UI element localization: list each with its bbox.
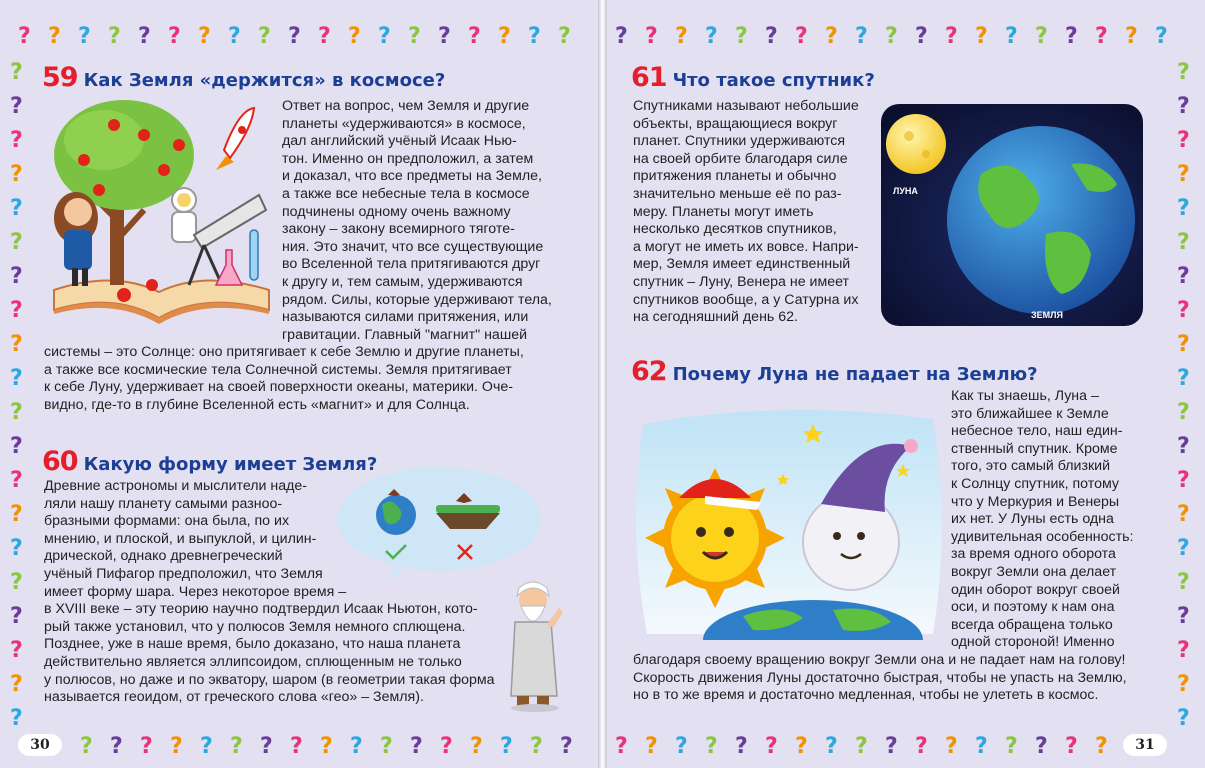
question-mark-icon: ? [945,734,958,759]
text-line: видно, где-то в глубине Вселенной есть «магнит» и для Солнца. [44,396,470,413]
question-mark-icon: ? [440,734,453,759]
text-line: Позднее, уже в наше время, было доказано, что наша планета [44,636,461,653]
question-mark-icon: ? [378,24,391,49]
question-mark-icon: ? [10,468,23,493]
question-mark-icon: ? [915,24,928,49]
text-line: что у Меркурия и Венеры [951,493,1120,510]
section-61-title [631,62,875,93]
text-line: на своей орбите благодаря силе [633,150,848,167]
question-mark-icon: ? [78,24,91,49]
question-mark-icon: ? [1177,536,1190,561]
question-mark-icon: ? [705,24,718,49]
text-line: тон. Именно он предположил, а затем [282,150,534,167]
section-61-text [633,98,859,327]
text-line: дрической, однако древнегреческий [44,548,283,565]
question-mark-icon: ? [10,604,23,629]
question-mark-icon: ? [230,734,243,759]
text-line: Скорость движения Луны достаточно быстрая, чтобы не упасть на Землю, [633,669,1127,686]
question-mark-icon: ? [258,24,271,49]
question-mark-icon: ? [10,196,23,221]
text-line: спутник – Луну, Венера не имеет [633,273,850,290]
question-mark-icon: ? [10,638,23,663]
question-mark-icon: ? [10,230,23,255]
question-mark-icon: ? [10,706,23,731]
text-line: а также все космические тела Солнечной системы. Земля притягивает [44,361,512,378]
text-line: того, это самый близкий [951,458,1111,475]
question-mark-icon: ? [10,264,23,289]
sun-and-moon-characters-illustration [633,404,945,640]
text-line: одной стороной! Именно [951,634,1115,651]
text-line: меру. Планеты могут иметь [633,203,814,220]
text-line: мер, Земля имеет единственный [633,256,851,273]
text-line: в XVIII веке – эту теорию научно подтвердил Исаак Ньютон, кото- [44,601,478,618]
question-mark-icon: ? [1177,128,1190,153]
text-line: это ближайшее к Земле [951,405,1109,422]
text-line: к Солнцу спутник, потому [951,475,1119,492]
text-line: благодаря своему вращению вокруг Земли она и не падает нам на голову! [633,652,1126,668]
text-line: у полюсов, но даже и по экватору, шаром (в геометрии такая форма [44,671,495,688]
text-line: Ответ на вопрос, чем Земля и другие [282,98,530,114]
section-number: 61 [631,62,667,93]
question-mark-icon: ? [765,734,778,759]
question-mark-icon: ? [1177,332,1190,357]
section-number: 62 [631,356,667,387]
question-mark-icon: ? [200,734,213,759]
text-line: их нет. У Луны есть одна [951,511,1114,528]
text-line: а могут не иметь их вовсе. Напри- [633,238,859,255]
section-62-text-full [633,652,1127,705]
question-mark-icon: ? [705,734,718,759]
question-mark-icon: ? [560,734,573,759]
book-gutter [598,0,607,768]
question-mark-icon: ? [1177,196,1190,221]
question-mark-icon: ? [260,734,273,759]
question-mark-icon: ? [410,734,423,759]
page-number: 30 [18,734,62,756]
question-mark-icon: ? [168,24,181,49]
section-59-text-full [44,344,524,414]
text-line: значительно меньше её по раз- [633,185,842,202]
question-mark-icon: ? [1177,604,1190,629]
question-mark-icon: ? [198,24,211,49]
section-62-text-wrapped [951,388,1133,652]
question-mark-icon: ? [1065,734,1078,759]
question-mark-icon: ? [380,734,393,759]
question-mark-icon: ? [1035,24,1048,49]
question-mark-icon: ? [1177,706,1190,731]
question-mark-icon: ? [1005,24,1018,49]
moon-earth-space-illustration [881,104,1143,326]
question-mark-icon: ? [1125,24,1138,49]
question-mark-icon: ? [10,672,23,697]
question-mark-icon: ? [1177,94,1190,119]
question-mark-icon: ? [1177,434,1190,459]
moon-label: ЛУНА [893,186,918,196]
text-line: к другу и, тем самым, удерживаются [282,273,523,290]
question-mark-icon: ? [318,24,331,49]
text-line: дал английский учёный Исаак Нью- [282,133,517,150]
text-line: всегда обращена только [951,616,1113,633]
text-line: бразными формами: она была, по их [44,513,290,530]
question-mark-icon: ? [885,734,898,759]
question-mark-icon: ? [138,24,151,49]
question-mark-icon: ? [765,24,778,49]
question-mark-icon: ? [10,162,23,187]
question-mark-icon: ? [408,24,421,49]
text-line: мнению, и плоской, и выпуклой, и цилин- [44,530,317,547]
text-line: несколько десятков спутников, [633,221,837,238]
text-line: Спутниками называют небольшие [633,98,859,114]
question-mark-icon: ? [885,24,898,49]
question-mark-icon: ? [735,24,748,49]
text-line: планет. Спутники удерживаются [633,133,846,150]
text-line: учёный Пифагор предположил, что Земля [44,565,323,582]
question-mark-icon: ? [675,24,688,49]
text-line: ляли нашу планету самыми разнoo- [44,495,283,512]
text-line: объекты, вращающиеся вокруг [633,115,838,132]
question-mark-icon: ? [1177,502,1190,527]
question-mark-icon: ? [228,24,241,49]
text-line: ния. Это значит, что все существующие [282,238,544,255]
section-heading: Почему Луна не падает на Землю? [672,364,1038,385]
question-mark-icon: ? [795,24,808,49]
question-mark-icon: ? [348,24,361,49]
text-line: системы – это Солнце: оно притягивает к себе Землю и другие планеты, [44,344,524,360]
question-mark-icon: ? [1095,24,1108,49]
right-page [607,0,1205,768]
text-line: имеет форму шара. Через некоторое время – [44,583,347,600]
text-line: небесное тело, наш един- [951,423,1123,440]
question-mark-icon: ? [320,734,333,759]
text-line: оси, и поэтому к нам она [951,599,1115,616]
question-mark-icon: ? [558,24,571,49]
text-line: и доказал, что все предметы на Земле, [282,168,542,185]
question-mark-icon: ? [675,734,688,759]
question-mark-icon: ? [170,734,183,759]
text-line: называются силами притяжения, или [282,309,529,326]
text-line: к себе Луну, удерживает на своей поверхности океаны, материки. Оче- [44,379,513,396]
question-mark-icon: ? [10,400,23,425]
question-mark-icon: ? [10,94,23,119]
question-mark-icon: ? [1155,24,1168,49]
question-mark-icon: ? [1177,672,1190,697]
question-mark-icon: ? [1095,734,1108,759]
section-heading: Какую форму имеет Земля? [83,454,378,475]
earth-label: ЗЕМЛЯ [1031,310,1063,320]
question-mark-icon: ? [10,434,23,459]
question-mark-icon: ? [468,24,481,49]
section-heading: Что такое спутник? [672,70,875,91]
text-line: рый также установил, что у полюсов Земля немного сплющена. [44,618,466,635]
section-59-text-wrapped [282,98,552,344]
question-mark-icon: ? [10,536,23,561]
question-mark-icon: ? [795,734,808,759]
question-mark-icon: ? [530,734,543,759]
text-line: вокруг Земли она делает [951,563,1117,580]
question-mark-icon: ? [855,734,868,759]
text-line: удивительная особенность: [951,528,1134,545]
question-mark-icon: ? [500,734,513,759]
question-mark-icon: ? [1177,400,1190,425]
question-mark-icon: ? [735,734,748,759]
section-62-title [631,356,1038,387]
pythagoras-illustration [503,578,567,714]
question-mark-icon: ? [1177,298,1190,323]
question-mark-icon: ? [438,24,451,49]
question-mark-icon: ? [825,24,838,49]
question-mark-icon: ? [140,734,153,759]
text-line: гравитации. Главный "магнит" нашей [282,326,528,343]
text-line: Древние астрономы и мыслители наде- [44,478,308,494]
text-line: притяжения планеты и обычно [633,168,837,185]
question-mark-icon: ? [10,298,23,323]
section-number: 59 [42,62,78,93]
question-mark-icon: ? [10,128,23,153]
text-line: спутников вообще, а у Сатурна их [633,291,859,308]
question-mark-icon: ? [1177,468,1190,493]
text-line: подчинены одному очень важному [282,203,511,220]
question-mark-icon: ? [18,24,31,49]
section-heading: Как Земля «держится» в космосе? [83,70,446,91]
question-mark-icon: ? [80,734,93,759]
text-line: но в то же время и достаточно медленная, чтобы не улететь в космос. [633,687,1099,704]
text-line: на сегодняшний день 62. [633,309,798,326]
question-mark-icon: ? [855,24,868,49]
question-mark-icon: ? [1177,60,1190,85]
left-page [0,0,598,768]
question-mark-icon: ? [1177,638,1190,663]
question-mark-icon: ? [288,24,301,49]
question-mark-icon: ? [470,734,483,759]
section-59-title [42,62,445,93]
question-mark-icon: ? [350,734,363,759]
earth-shape-thought-bubble [336,465,542,577]
question-mark-icon: ? [975,734,988,759]
section-number: 60 [42,446,78,477]
question-mark-icon: ? [10,332,23,357]
text-line: во Вселенной тела притягиваются друг [282,256,541,273]
text-line: Как ты знаешь, Луна – [951,388,1099,404]
question-mark-icon: ? [10,502,23,527]
question-mark-icon: ? [108,24,121,49]
question-mark-icon: ? [915,734,928,759]
question-mark-icon: ? [10,60,23,85]
question-mark-icon: ? [1035,734,1048,759]
question-mark-icon: ? [1065,24,1078,49]
question-mark-icon: ? [1177,264,1190,289]
question-mark-icon: ? [825,734,838,759]
text-line: за время одного оборота [951,546,1116,563]
text-line: закону – закону всемирного тяготе- [282,221,515,238]
text-line: рядом. Силы, которые удерживают тела, [282,291,552,308]
question-mark-icon: ? [615,734,628,759]
text-line: а также все небесные тела в космосе [282,185,530,202]
question-mark-icon: ? [645,24,658,49]
question-mark-icon: ? [48,24,61,49]
text-line: ственный спутник. Кроме [951,440,1118,457]
page-number: 31 [1123,734,1167,756]
text-line: называется геоидом, от греческого слова «гео» – Земля). [44,689,424,706]
text-line: действительно является эллипсоидом, сплющенным не только [44,653,462,670]
question-mark-icon: ? [615,24,628,49]
question-mark-icon: ? [10,570,23,595]
text-line: один оборот вокруг своей [951,581,1120,598]
section-60-title [42,446,377,477]
question-mark-icon: ? [975,24,988,49]
newton-apple-tree-illustration [44,100,274,332]
question-mark-icon: ? [1177,162,1190,187]
question-mark-icon: ? [1177,230,1190,255]
question-mark-icon: ? [1005,734,1018,759]
question-mark-icon: ? [528,24,541,49]
question-mark-icon: ? [945,24,958,49]
question-mark-icon: ? [1177,366,1190,391]
text-line: планеты «удерживаются» в космосе, [282,115,526,132]
question-mark-icon: ? [645,734,658,759]
question-mark-icon: ? [498,24,511,49]
question-mark-icon: ? [1177,570,1190,595]
question-mark-icon: ? [10,366,23,391]
question-mark-icon: ? [110,734,123,759]
question-mark-icon: ? [290,734,303,759]
